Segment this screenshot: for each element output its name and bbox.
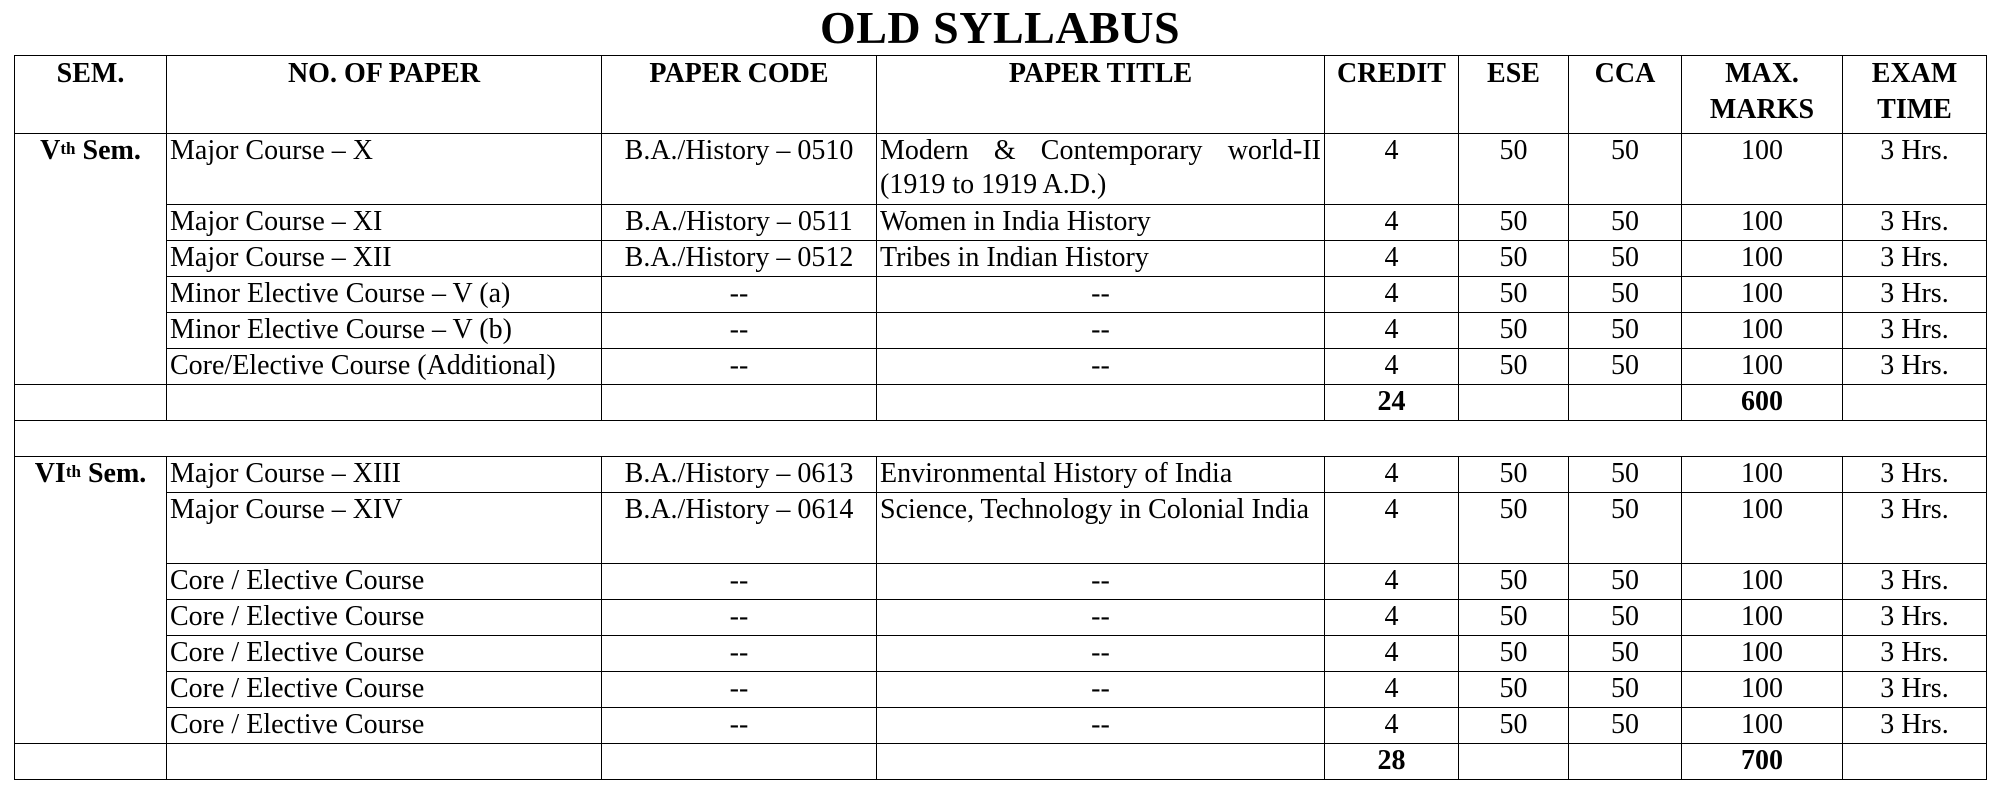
- semester-label: [15, 457, 167, 744]
- empty-cell: [167, 744, 602, 780]
- table-row: [15, 708, 1987, 744]
- paper-title-cell: --: [877, 708, 1325, 744]
- ese-cell: 50: [1459, 708, 1569, 744]
- table-row: [15, 457, 1987, 493]
- paper-name-cell: Major Course – X: [167, 134, 602, 205]
- paper-name-cell: Minor Elective Course – V (a): [167, 277, 602, 313]
- ese-cell: 50: [1459, 564, 1569, 600]
- empty-cell: [1843, 385, 1987, 421]
- credit-cell: 4: [1325, 708, 1459, 744]
- table-row: [15, 134, 1987, 205]
- ese-cell: 50: [1459, 636, 1569, 672]
- semester-label-sup: th: [65, 462, 81, 481]
- page-title: OLD SYLLABUS: [819, 2, 1181, 53]
- exam-time-cell: 3 Hrs.: [1843, 600, 1987, 636]
- table-row: [15, 636, 1987, 672]
- cca-cell: 50: [1569, 134, 1682, 205]
- max-marks-cell: 100: [1682, 600, 1843, 636]
- credit-cell: 4: [1325, 457, 1459, 493]
- empty-cell: [15, 385, 167, 421]
- exam-time-cell: 3 Hrs.: [1843, 277, 1987, 313]
- cca-cell: 50: [1569, 277, 1682, 313]
- cca-cell: 50: [1569, 708, 1682, 744]
- max-marks-cell: 100: [1682, 349, 1843, 385]
- exam-time-cell: 3 Hrs.: [1843, 636, 1987, 672]
- header-sem: SEM.: [15, 56, 167, 134]
- syllabus-table: [14, 55, 1987, 780]
- paper-code-cell: B.A./History – 0510: [602, 134, 877, 205]
- ese-cell: 50: [1459, 241, 1569, 277]
- cca-cell: 50: [1569, 349, 1682, 385]
- paper-title-cell: --: [877, 277, 1325, 313]
- cca-cell: 50: [1569, 313, 1682, 349]
- empty-cell: [1569, 744, 1682, 780]
- credit-cell: 4: [1325, 277, 1459, 313]
- semester-label: [15, 134, 167, 385]
- paper-code-cell: --: [602, 708, 877, 744]
- total-row: [15, 385, 1987, 421]
- empty-cell: [1843, 744, 1987, 780]
- table-row: [15, 600, 1987, 636]
- ese-cell: 50: [1459, 134, 1569, 205]
- ese-cell: 50: [1459, 277, 1569, 313]
- total-row: [15, 744, 1987, 780]
- paper-code-cell: --: [602, 313, 877, 349]
- exam-time-cell: 3 Hrs.: [1843, 672, 1987, 708]
- cca-cell: 50: [1569, 205, 1682, 241]
- table-row: [15, 493, 1987, 564]
- cca-cell: 50: [1569, 672, 1682, 708]
- paper-title-cell: --: [877, 672, 1325, 708]
- paper-name-cell: Core / Elective Course: [167, 672, 602, 708]
- max-marks-cell: 100: [1682, 205, 1843, 241]
- header-exam-time: EXAM TIME: [1843, 56, 1987, 134]
- cca-cell: 50: [1569, 493, 1682, 564]
- table-row: [15, 672, 1987, 708]
- paper-name-cell: Core / Elective Course: [167, 636, 602, 672]
- max-marks-cell: 100: [1682, 277, 1843, 313]
- max-marks-cell: 100: [1682, 636, 1843, 672]
- cca-cell: 50: [1569, 241, 1682, 277]
- exam-time-cell: 3 Hrs.: [1843, 134, 1987, 205]
- header-cca: CCA: [1569, 56, 1682, 134]
- total-credit-cell: 28: [1325, 744, 1459, 780]
- empty-cell: [1569, 385, 1682, 421]
- max-marks-cell: 100: [1682, 313, 1843, 349]
- paper-code-cell: B.A./History – 0511: [602, 205, 877, 241]
- credit-cell: 4: [1325, 600, 1459, 636]
- paper-title-cell: --: [877, 600, 1325, 636]
- max-marks-cell: 100: [1682, 457, 1843, 493]
- exam-time-cell: 3 Hrs.: [1843, 493, 1987, 564]
- total-marks-cell: 700: [1682, 744, 1843, 780]
- semester-label-suffix: Sem.: [80, 458, 147, 489]
- header-credit: CREDIT: [1325, 56, 1459, 134]
- exam-time-cell: 3 Hrs.: [1843, 708, 1987, 744]
- header-paper-title: PAPER TITLE: [877, 56, 1325, 134]
- paper-name-cell: Core/Elective Course (Additional): [167, 349, 602, 385]
- max-marks-cell: 100: [1682, 134, 1843, 205]
- credit-cell: 4: [1325, 205, 1459, 241]
- header-row: [15, 56, 1987, 134]
- exam-time-cell: 3 Hrs.: [1843, 241, 1987, 277]
- ese-cell: 50: [1459, 493, 1569, 564]
- paper-name-cell: Core / Elective Course: [167, 564, 602, 600]
- max-marks-cell: 100: [1682, 241, 1843, 277]
- paper-title-cell: Environmental History of India: [877, 457, 1325, 493]
- paper-name-cell: Minor Elective Course – V (b): [167, 313, 602, 349]
- exam-time-cell: 3 Hrs.: [1843, 564, 1987, 600]
- paper-name-cell: Major Course – XIII: [167, 457, 602, 493]
- ese-cell: 50: [1459, 600, 1569, 636]
- empty-cell: [877, 744, 1325, 780]
- paper-title-cell: --: [877, 349, 1325, 385]
- empty-cell: [1459, 744, 1569, 780]
- paper-code-cell: --: [602, 277, 877, 313]
- paper-name-cell: Major Course – XIV: [167, 493, 602, 564]
- semester-label-prefix: VI: [34, 458, 66, 489]
- ese-cell: 50: [1459, 672, 1569, 708]
- paper-name-cell: Major Course – XII: [167, 241, 602, 277]
- table-row: [15, 241, 1987, 277]
- max-marks-cell: 100: [1682, 708, 1843, 744]
- paper-title-cell: Women in India History: [877, 205, 1325, 241]
- empty-cell: [15, 744, 167, 780]
- credit-cell: 4: [1325, 564, 1459, 600]
- empty-cell: [877, 385, 1325, 421]
- ese-cell: 50: [1459, 313, 1569, 349]
- header-paper-code: PAPER CODE: [602, 56, 877, 134]
- paper-code-cell: --: [602, 672, 877, 708]
- paper-name-cell: Major Course – XI: [167, 205, 602, 241]
- cca-cell: 50: [1569, 564, 1682, 600]
- exam-time-cell: 3 Hrs.: [1843, 205, 1987, 241]
- paper-title-cell: --: [877, 564, 1325, 600]
- credit-cell: 4: [1325, 313, 1459, 349]
- max-marks-cell: 100: [1682, 493, 1843, 564]
- paper-code-cell: B.A./History – 0512: [602, 241, 877, 277]
- paper-code-cell: --: [602, 564, 877, 600]
- spacer-cell: [15, 421, 1987, 457]
- header-no-of-paper: NO. OF PAPER: [167, 56, 602, 134]
- table-row: [15, 564, 1987, 600]
- exam-time-cell: 3 Hrs.: [1843, 457, 1987, 493]
- table-row: [15, 277, 1987, 313]
- total-credit-cell: 24: [1325, 385, 1459, 421]
- credit-cell: 4: [1325, 241, 1459, 277]
- paper-code-cell: B.A./History – 0613: [602, 457, 877, 493]
- paper-title-cell: Modern & Contemporary world-II (1919 to 1919 A.D.): [877, 134, 1325, 205]
- credit-cell: 4: [1325, 636, 1459, 672]
- spacer-row: [15, 421, 1987, 457]
- cca-cell: 50: [1569, 600, 1682, 636]
- credit-cell: 4: [1325, 493, 1459, 564]
- credit-cell: 4: [1325, 134, 1459, 205]
- table-row: [15, 205, 1987, 241]
- cca-cell: 50: [1569, 636, 1682, 672]
- semester-label-suffix: Sem.: [75, 135, 141, 166]
- max-marks-cell: 100: [1682, 672, 1843, 708]
- table-row: [15, 313, 1987, 349]
- exam-time-cell: 3 Hrs.: [1843, 313, 1987, 349]
- paper-name-cell: Core / Elective Course: [167, 708, 602, 744]
- credit-cell: 4: [1325, 672, 1459, 708]
- paper-name-cell: Core / Elective Course: [167, 600, 602, 636]
- empty-cell: [602, 385, 877, 421]
- ese-cell: 50: [1459, 205, 1569, 241]
- ese-cell: 50: [1459, 349, 1569, 385]
- max-marks-cell: 100: [1682, 564, 1843, 600]
- ese-cell: 50: [1459, 457, 1569, 493]
- paper-title-cell: Science, Technology in Colonial India: [877, 493, 1325, 564]
- paper-title-cell: Tribes in Indian History: [877, 241, 1325, 277]
- semester-label-sup: th: [60, 139, 76, 158]
- semester-label-prefix: V: [40, 135, 61, 166]
- empty-cell: [602, 744, 877, 780]
- table-row: [15, 349, 1987, 385]
- exam-time-cell: 3 Hrs.: [1843, 349, 1987, 385]
- empty-cell: [1459, 385, 1569, 421]
- empty-cell: [167, 385, 602, 421]
- total-marks-cell: 600: [1682, 385, 1843, 421]
- paper-code-cell: --: [602, 636, 877, 672]
- paper-code-cell: --: [602, 600, 877, 636]
- cca-cell: 50: [1569, 457, 1682, 493]
- paper-code-cell: B.A./History – 0614: [602, 493, 877, 564]
- paper-title-cell: --: [877, 313, 1325, 349]
- paper-code-cell: --: [602, 349, 877, 385]
- paper-title-cell: --: [877, 636, 1325, 672]
- header-max-marks: MAX. MARKS: [1682, 56, 1843, 134]
- header-ese: ESE: [1459, 56, 1569, 134]
- credit-cell: 4: [1325, 349, 1459, 385]
